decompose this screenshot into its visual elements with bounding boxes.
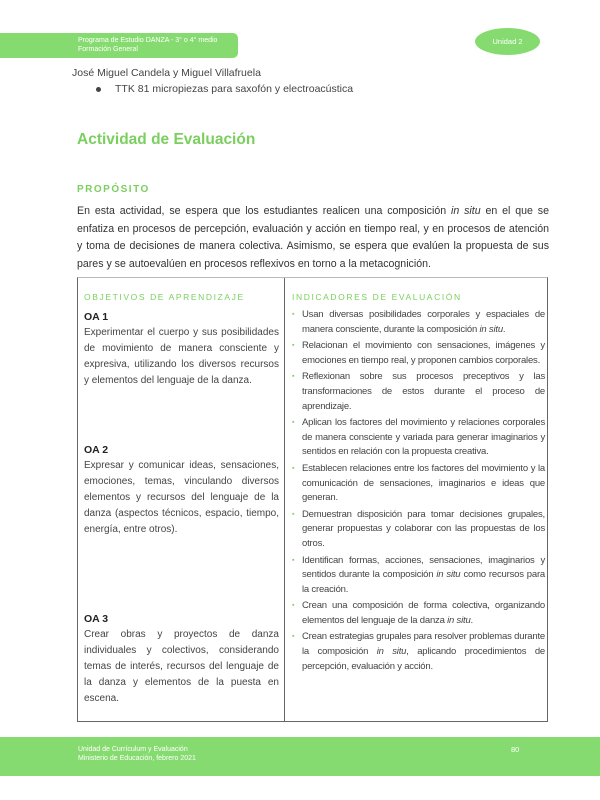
objective-code: OA 2: [84, 444, 109, 456]
page-number: 80: [511, 745, 520, 754]
purpose-text: [77, 203, 549, 273]
indicator-item: [291, 339, 545, 368]
indicator-item: [291, 508, 545, 552]
footer-band: [0, 737, 600, 776]
indicator-item: [291, 308, 545, 337]
indicator-text-b: , aplicando procedimientos de percepción, evaluación y acción.: [302, 646, 545, 672]
indicator-item: [291, 370, 545, 414]
purpose-text-em: in situ: [451, 205, 481, 217]
indicator-item: [291, 630, 545, 674]
program-track: Formación General: [78, 46, 138, 53]
indicator-item: [291, 599, 545, 628]
indicator-text-a: Demuestran disposición para tomar decisiones grupales, generar propuestas y colaborar con las propuestas de los otros.: [302, 508, 545, 549]
objective-text: Crear obras y proyectos de danza individuales y colectivos, considerando temas de interés, recursos del lenguaje de la danza y elementos de la puesta en escena.: [84, 629, 279, 704]
evaluation-table: [77, 277, 548, 722]
indicator-text-em: in situ: [376, 646, 407, 658]
objective-item: [84, 611, 279, 707]
purpose-heading: PROPÓSITO: [77, 184, 150, 195]
indicator-text-a: Establecen relaciones entre los factores del movimiento y la comunicación de sensaciones, imaginarios e ideas que generan.: [302, 462, 545, 504]
objective-text: Expresar y comunicar ideas, sensaciones, emociones, temas, vinculando diversos elementos y recursos del lenguaje de la danza (aspectos técnicos, espacio, tiempo, energía, entre otros).: [84, 460, 279, 535]
objectives-header: OBJETIVOS DE APRENDIZAJE: [84, 292, 245, 302]
objective-code: OA 1: [84, 311, 109, 323]
indicator-text-a: Relacionan el movimiento con sensaciones, imágenes y emociones en tiempo real, y proponen cambios corporales.: [302, 340, 545, 366]
work-title: TTK 81 micropiezas para saxofón y electroacústica: [115, 83, 354, 95]
purpose-text-a: En esta actividad, se espera que los estudiantes realicen una composición: [77, 205, 451, 217]
objective-item: [84, 309, 279, 389]
work-item: [96, 83, 353, 95]
purpose-text-b: en el que se enfatiza en procesos de percepción, evaluación y acción en tiempo real, y en procesos de atención y toma de decisiones de manera colectiva. Asimismo, se espera que evalúen la propuesta de sus pares y se autoevalúen en procesos reflexivos en torno a la metacognición.: [77, 205, 549, 270]
footer-unit: Unidad de Currículum y Evaluación: [78, 746, 188, 753]
author: José Miguel Candela y Miguel Villafruela: [72, 67, 261, 79]
indicator-text-a: Reflexionan sobre sus procesos preceptivos y las transformaciones de estos durante el proceso de aprendizaje.: [302, 371, 545, 412]
column-divider: [284, 278, 285, 721]
indicator-text-a: Usan diversas posibilidades corporales y espaciales de manera consciente, durante la composición: [302, 309, 545, 335]
indicator-item: [291, 554, 545, 598]
indicators-header: INDICADORES DE EVALUACIÓN: [292, 292, 462, 302]
bullet-icon: [96, 87, 101, 92]
objective-code: OA 3: [84, 613, 109, 625]
indicator-text-b: .: [470, 614, 473, 626]
header-band: [0, 33, 238, 58]
indicator-item: [291, 416, 545, 460]
unit-badge: Unidad 2: [475, 28, 540, 55]
page-title: Actividad de Evaluación: [77, 131, 256, 148]
indicator-item: [291, 462, 545, 506]
indicator-text-a: Identifican formas, acciones, sensaciones, imaginarios y sentidos durante la composición: [302, 554, 545, 581]
indicator-text-em: in situ: [447, 614, 471, 626]
indicator-text-em: in situ: [436, 569, 461, 581]
indicators-list: [291, 308, 545, 676]
indicator-text-em: in situ: [479, 323, 503, 335]
program-title: Programa de Estudio DANZA - 3° o 4° medio: [78, 37, 218, 44]
indicator-text-a: Aplican los factores del movimiento y relaciones corporales de manera consciente y variada para generar imaginarios y sentidos en relación con la propuesta creativa.: [302, 417, 545, 458]
indicator-text-b: .: [502, 323, 506, 335]
footer-ministry: Ministerio de Educación, febrero 2021: [78, 755, 196, 762]
objective-item: [84, 442, 279, 538]
objective-text: Experimentar el cuerpo y sus posibilidades de movimiento de manera consciente y expresiva, utilizando los diversos recursos y elementos del lenguaje de la danza.: [84, 327, 279, 386]
indicator-text-b: como recursos para la creación.: [302, 569, 546, 595]
indicator-text-a: Crean una composición de forma colectiva, organizando elementos del lenguaje de la danza: [302, 600, 545, 626]
indicator-text-a: Crean estrategias grupales para resolver problemas durante la composición: [302, 631, 545, 658]
